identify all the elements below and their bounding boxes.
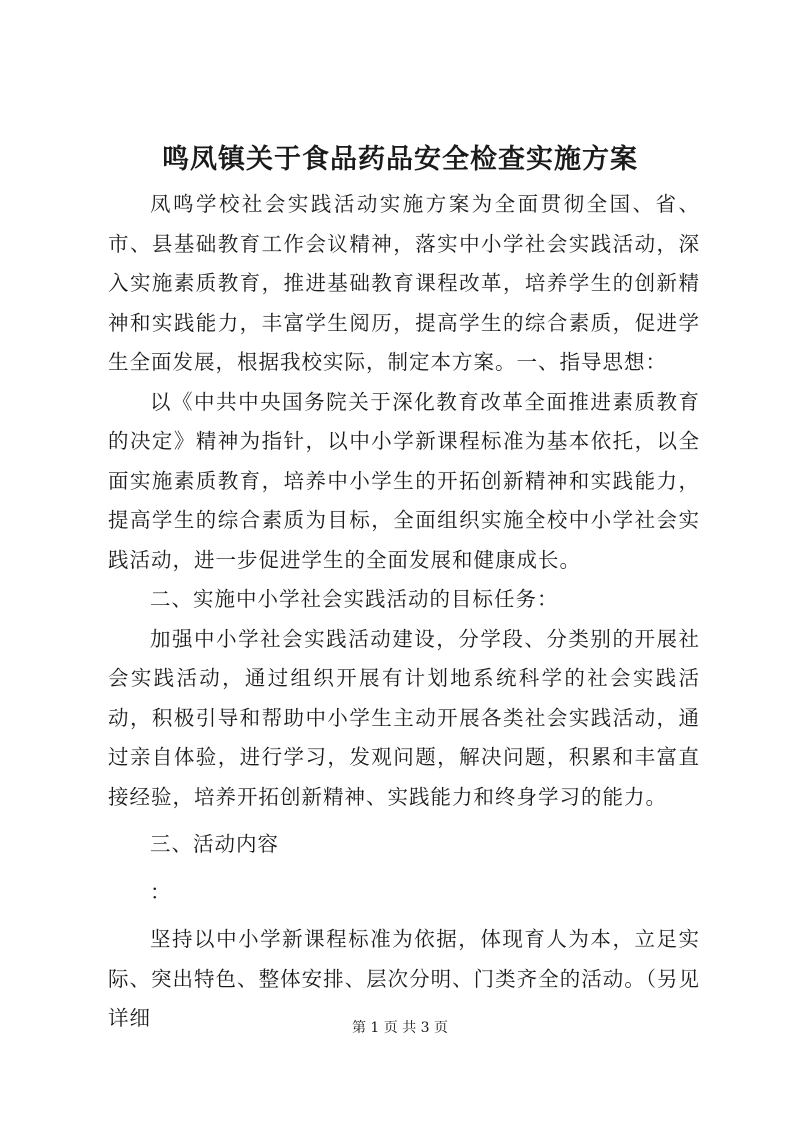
paragraph-activity-content: 坚持以中小学新课程标准为依据，体现育人为本，立足实际、突出特色、整体安排、层次分明、门类齐全的活动。（另见详细 [108,927,700,1030]
paragraph-section-two-heading: 二、实施中小学社会实践活动的目标任务： [150,587,559,611]
page-footer: 第 1 页 共 3 页 [351,1020,449,1036]
paragraph-colon: ： [150,879,172,904]
document-body [108,185,700,1039]
document-title: 鸣凤镇关于食品药品安全检查实施方案 [162,144,638,175]
paragraph-goals: 加强中小学社会实践活动建设，分学段、分类别的开展社会实践活动，通过组织开展有计划地系统科学的社会实践活动，积极引导和帮助中小学生主动开展各类社会实践活动，通过亲自体验，进行学习，发观问题，解决问题，积累和丰富直接经验，培养开拓创新精神、实践能力和终身学习的能力。 [108,626,700,809]
paragraph-guiding-thought: 以《中共中央国务院关于深化教育改革全面推进素质教育的决定》精神为指针，以中小学新课程标准为基本依托，以全面实施素质教育，培养中小学生的开拓创新精神和实践能力，提高学生的综合素质为目标，全面组织实施全校中小学社会实践活动，进一步促进学生的全面发展和健康成长。 [108,389,700,572]
paragraph-intro: 凤鸣学校社会实践活动实施方案为全面贯彻全国、省、市、县基础教育工作会议精神，落实中小学社会实践活动，深入实施素质教育，推进基础教育课程改革，培养学生的创新精神和实践能力，丰富学生阅历，提高学生的综合素质，促进学生全面发展，根据我校实际，制定本方案。一、指导思想： [108,192,700,374]
paragraph-section-three-heading: 三、活动内容 [150,832,280,856]
